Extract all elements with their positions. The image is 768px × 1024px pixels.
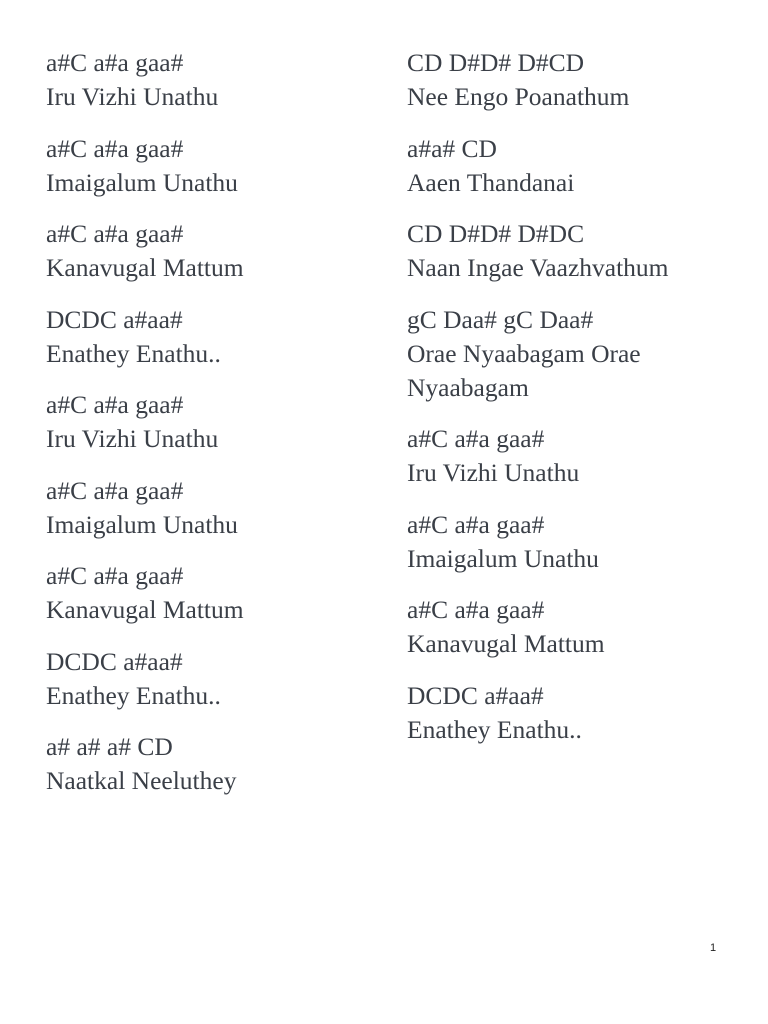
lyrics-line: Imaigalum Unathu — [46, 167, 238, 197]
notes-line: a#C a#a gaa# — [46, 561, 184, 590]
stanza — [407, 679, 747, 747]
stanza — [407, 46, 747, 114]
notes-line: DCDC a#aa# — [46, 304, 183, 334]
notes-line: a#C a#a gaa# — [46, 475, 184, 505]
stanza — [407, 217, 747, 285]
lyrics-line: Kanavugal Mattum — [46, 253, 244, 282]
notes-line: CD D#D# D#CD — [407, 48, 585, 77]
lyrics-line: Naatkal Neeluthey — [46, 766, 237, 795]
notes-line: gC Daa# gC Daa# — [407, 304, 594, 334]
stanza — [46, 132, 386, 200]
stanza — [407, 508, 747, 576]
stanza — [46, 46, 386, 114]
lyrics-line: Orae Nyaabagam Orae Nyaabagam — [407, 338, 641, 402]
notes-line: a#C a#a gaa# — [46, 219, 184, 248]
stanza — [407, 132, 747, 200]
notes-line: CD D#D# D#DC — [407, 219, 585, 248]
stanza — [407, 422, 747, 490]
lyrics-line: Iru Vizhi Unathu — [407, 458, 580, 487]
notes-line: DCDC a#aa# — [46, 646, 183, 676]
notes-line: a#C a#a gaa# — [46, 133, 184, 163]
lyrics-line: Enathey Enathu.. — [46, 680, 221, 710]
lyrics-line: Enathey Enathu.. — [407, 714, 582, 744]
lyrics-line: Iru Vizhi Unathu — [46, 424, 219, 453]
right-column — [407, 46, 747, 764]
stanza — [407, 593, 747, 661]
stanza — [46, 730, 386, 798]
page-number: 1 — [710, 942, 717, 954]
stanza — [46, 388, 386, 456]
stanza — [46, 474, 386, 542]
lyrics-line: Kanavugal Mattum — [407, 629, 605, 658]
lyrics-line: Enathey Enathu.. — [46, 338, 221, 368]
stanza — [407, 303, 747, 405]
notes-line: a#C a#a gaa# — [407, 595, 545, 624]
stanza — [46, 217, 386, 285]
stanza — [46, 559, 386, 627]
notes-line: DCDC a#aa# — [407, 680, 544, 710]
lyrics-line: Nee Engo Poanathum — [407, 82, 630, 111]
lyrics-line: Kanavugal Mattum — [46, 595, 244, 624]
notes-line: a#C a#a gaa# — [46, 48, 184, 77]
notes-line: a#a# CD — [407, 133, 497, 163]
lyrics-line: Imaigalum Unathu — [46, 509, 238, 539]
notes-line: a#C a#a gaa# — [46, 390, 184, 419]
notes-line: a#C a#a gaa# — [407, 509, 545, 539]
lyrics-line: Naan Ingae Vaazhvathum — [407, 253, 669, 282]
stanza — [46, 645, 386, 713]
notes-line: a# a# a# CD — [46, 732, 173, 761]
left-column — [46, 46, 386, 816]
stanza — [46, 303, 386, 371]
lyrics-line: Iru Vizhi Unathu — [46, 82, 219, 111]
lyrics-line: Imaigalum Unathu — [407, 543, 599, 573]
lyrics-line: Aaen Thandanai — [407, 167, 575, 197]
notes-line: a#C a#a gaa# — [407, 424, 545, 453]
